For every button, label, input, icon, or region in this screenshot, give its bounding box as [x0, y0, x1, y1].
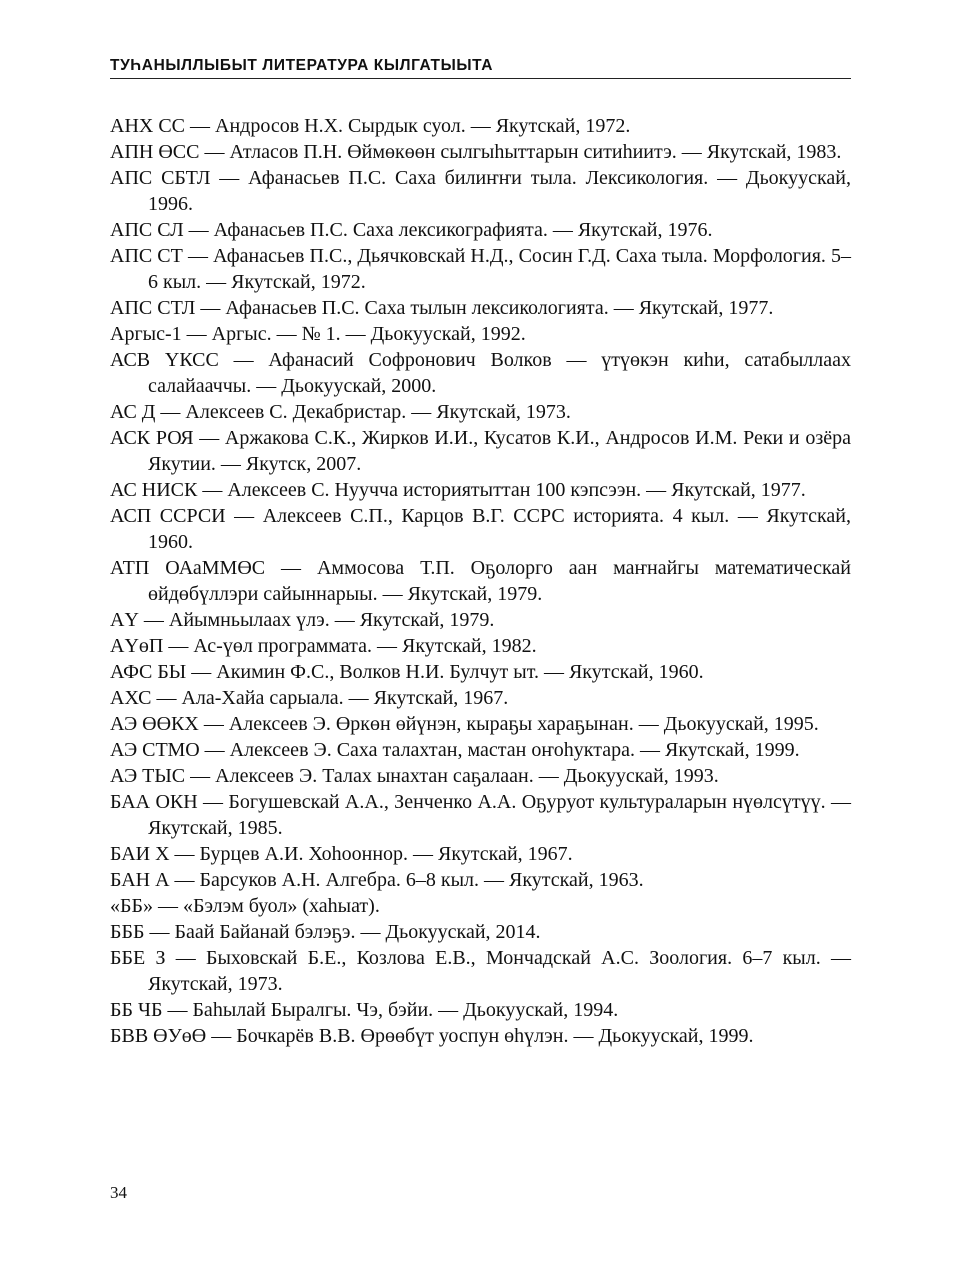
list-item: АПС СТ — Афанасьев П.С., Дьячковскай Н.Д., Сосин Г.Д. Саха тыла. Морфология. 5–6 кыл. — Якутскай, 1972. [110, 245, 851, 293]
list-item: БВВ ӨУөӨ — Бочкарёв В.В. Өрөөбүт уоспун өһүлэн. — Дьокуускай, 1999. [110, 1025, 754, 1047]
list-item: АПС СТЛ — Афанасьев П.С. Саха тылын лексикологията. — Якутскай, 1977. [110, 297, 774, 319]
list-item: АПС СБТЛ — Афанасьев П.С. Саха билиҥҥи тыла. Лексикология. — Дьокуускай, 1996. [110, 167, 851, 215]
page-number: 34 [110, 1183, 127, 1202]
list-item: АТП ОАаММӨС — Аммосова Т.П. Оҕолорго аан маҥнайгы математическай өйдөбүллэри сайыннарыы. — Якутскай, 1979. [110, 557, 851, 605]
list-item: ББЕ З — Быховскай Б.Е., Козлова Е.В., Мончадскай А.С. Зоология. 6–7 кыл. — Якутскай, 1973. [110, 947, 851, 995]
list-item: БАН А — Барсуков А.Н. Алгебра. 6–8 кыл. — Якутскай, 1963. [110, 869, 644, 891]
list-item: АСК РОЯ — Аржакова С.К., Жирков И.И., Кусатов К.И., Андросов И.М. Реки и озёра Якутии. — Якутск, 2007. [110, 427, 851, 475]
list-item: АСВ ҮКСС — Афанасий Софронович Волков — үтүөкэн киһи, сатабыллаах салайааччы. — Дьокуускай, 2000. [110, 349, 851, 397]
list-item: АНХ СС — Андросов Н.Х. Сырдык суол. — Якутскай, 1972. [110, 115, 631, 137]
list-item: АҮ — Айымньылаах үлэ. — Якутскай, 1979. [110, 609, 495, 631]
list-item: АЭ ӨӨКХ — Алексеев Э. Өркөн өйүнэн, кыраҕы хараҕынан. — Дьокуускай, 1995. [110, 713, 819, 735]
list-item: АСП ССРСИ — Алексеев С.П., Карцов В.Г. ССРС историята. 4 кыл. — Якутскай, 1960. [110, 505, 851, 553]
list-item: АХС — Ала-Хайа сарыала. — Якутскай, 1967. [110, 687, 509, 709]
list-item: ББ ЧБ — Баһылай Быралгы. Чэ, бэйи. — Дьокуускай, 1994. [110, 999, 619, 1021]
list-item: «ББ» — «Бэлэм буол» (хаһыат). [110, 895, 380, 917]
list-item: БББ — Баай Байанай бэлэҕэ. — Дьокуускай, 2014. [110, 921, 541, 943]
list-item: Аргыс-1 — Аргыс. — № 1. — Дьокуускай, 1992. [110, 323, 526, 345]
list-item: АПН ӨСС — Атласов П.Н. Өймөкөөн сылгыһыттарын ситиһиитэ. — Якутскай, 1983. [110, 141, 842, 163]
list-item: АЭ ТЫС — Алексеев Э. Талах ынахтан саҕалаан. — Дьокуускай, 1993. [110, 765, 719, 787]
list-item: АФС БЫ — Акимин Ф.С., Волков Н.И. Булчут ыт. — Якутскай, 1960. [110, 661, 704, 683]
running-header [110, 56, 851, 79]
abbreviation-list [110, 113, 851, 1049]
list-item: АС Д — Алексеев С. Декабристар. — Якутскай, 1973. [110, 401, 571, 423]
running-header-title: ТУҺАНЫЛЛЫБЫТ ЛИТЕРАТУРА КЫЛГАТЫЫТА [110, 57, 494, 74]
list-item: АПС СЛ — Афанасьев П.С. Саха лексикографията. — Якутскай, 1976. [110, 219, 713, 241]
list-item: БАА ОКН — Богушевскай А.А., Зенченко А.А. Оҕуруот культураларын нүөлсүтүү. — Якутскай, 1985. [110, 791, 851, 839]
list-item: АС НИСК — Алексеев С. Нуучча историятыттан 100 кэпсээн. — Якутскай, 1977. [110, 479, 806, 501]
list-item: АЭ СТМО — Алексеев Э. Саха талахтан, мастан оҥоһуктара. — Якутскай, 1999. [110, 739, 800, 761]
list-item: АҮөП — Ас-үөл программата. — Якутскай, 1982. [110, 635, 537, 657]
list-item: БАИ Х — Бурцев А.И. Хоһоонноp. — Якутскай, 1967. [110, 843, 573, 865]
